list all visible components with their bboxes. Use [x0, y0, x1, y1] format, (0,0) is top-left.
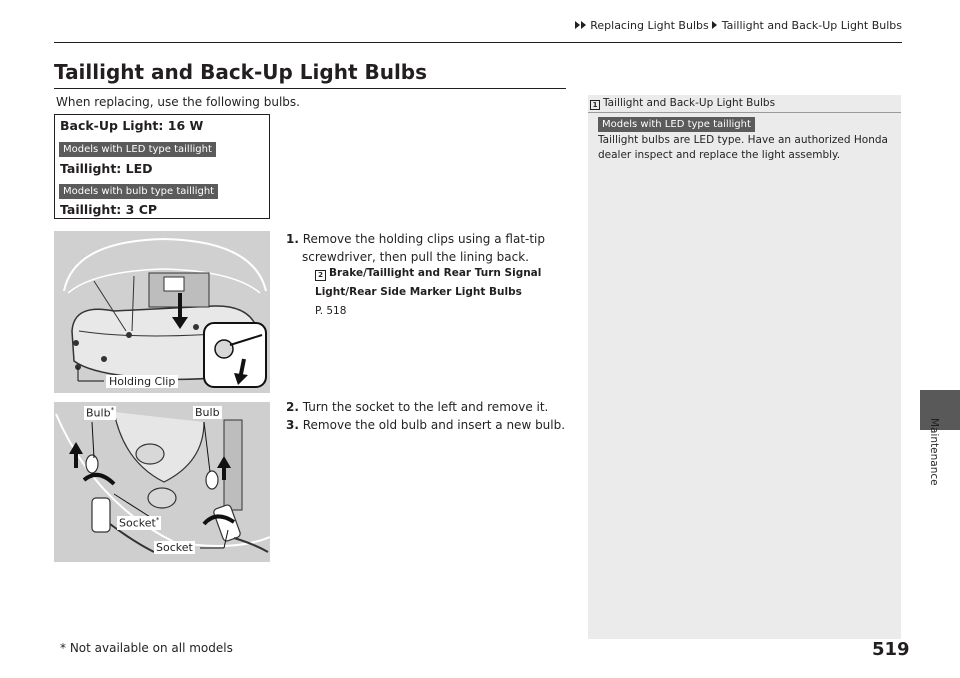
panel-text: Taillight bulbs are LED type. Have an authorized Honda dealer inspect and replace the light assembly.: [598, 134, 888, 161]
socket-label-left: [117, 516, 161, 530]
reference-line-1: Brake/Taillight and Rear Turn Signal: [329, 267, 542, 279]
footnote: * Not available on all models: [60, 641, 233, 655]
holding-clip-figure: [54, 231, 270, 393]
intro-text: When replacing, use the following bulbs.: [56, 95, 300, 109]
reference-icon: 2: [315, 270, 326, 281]
step-3-number: 3.: [286, 418, 299, 432]
section-label-text: Maintenance: [928, 418, 940, 486]
step-1: [286, 230, 574, 266]
bulb-model-badge: Models with bulb type taillight: [59, 184, 218, 199]
asterisk-mark: *: [155, 516, 160, 524]
step-1-text: Remove the holding clips using a flat-tip screwdriver, then pull the lining back.: [302, 232, 545, 264]
holding-clip-label: Holding Clip: [106, 375, 178, 388]
section-label: [924, 418, 944, 508]
page-number: 519: [872, 639, 910, 660]
step-2: [286, 398, 576, 416]
panel-rule: [588, 112, 901, 113]
step-3-text: Remove the old bulb and insert a new bulb.: [302, 418, 566, 432]
bulb-label-right: Bulb: [195, 406, 220, 419]
step-1-reference[interactable]: [315, 267, 541, 281]
title-rule: [54, 88, 566, 89]
taillight-cp-spec: Taillight: 3 CP: [60, 202, 158, 217]
backup-spec: Back-Up Light: 16 W: [60, 118, 204, 133]
taillight-led-spec: Taillight: LED: [60, 161, 153, 176]
step-2-number: 2.: [286, 400, 299, 414]
asterisk-mark: *: [110, 406, 115, 414]
breadcrumb-part2[interactable]: Taillight and Back-Up Light Bulbs: [721, 19, 902, 32]
step-3: [286, 416, 576, 434]
panel-led-badge: Models with LED type taillight: [598, 117, 755, 132]
arrow-icon: [575, 21, 580, 29]
breadcrumb: [560, 19, 902, 32]
step-1-number: 1.: [286, 232, 299, 246]
bulb-label-left: [84, 406, 116, 420]
panel-heading: [590, 97, 775, 110]
bulb-socket-figure: [54, 402, 270, 562]
arrow-icon: [712, 21, 717, 29]
step-2-text: Turn the socket to the left and remove it.: [302, 400, 549, 414]
arrow-icon: [581, 21, 586, 29]
holding-clip-illustration: [54, 231, 270, 393]
breadcrumb-part1[interactable]: Replacing Light Bulbs: [590, 19, 709, 32]
notes-panel: [588, 95, 901, 639]
page-title: Taillight and Back-Up Light Bulbs: [54, 60, 428, 84]
note-icon: 1: [590, 100, 600, 110]
bulb-label-left-text: Bulb: [86, 406, 111, 420]
header-rule: [54, 42, 902, 43]
bulb-socket-illustration: [54, 402, 270, 562]
panel-heading-text: Taillight and Back-Up Light Bulbs: [603, 97, 776, 109]
reference-line-2[interactable]: Light/Rear Side Marker Light Bulbs: [315, 286, 522, 298]
reference-page[interactable]: P. 518: [315, 305, 347, 317]
socket-label-left-text: Socket: [119, 516, 156, 530]
led-model-badge: Models with LED type taillight: [59, 142, 216, 157]
socket-label-right: Socket: [156, 541, 193, 554]
